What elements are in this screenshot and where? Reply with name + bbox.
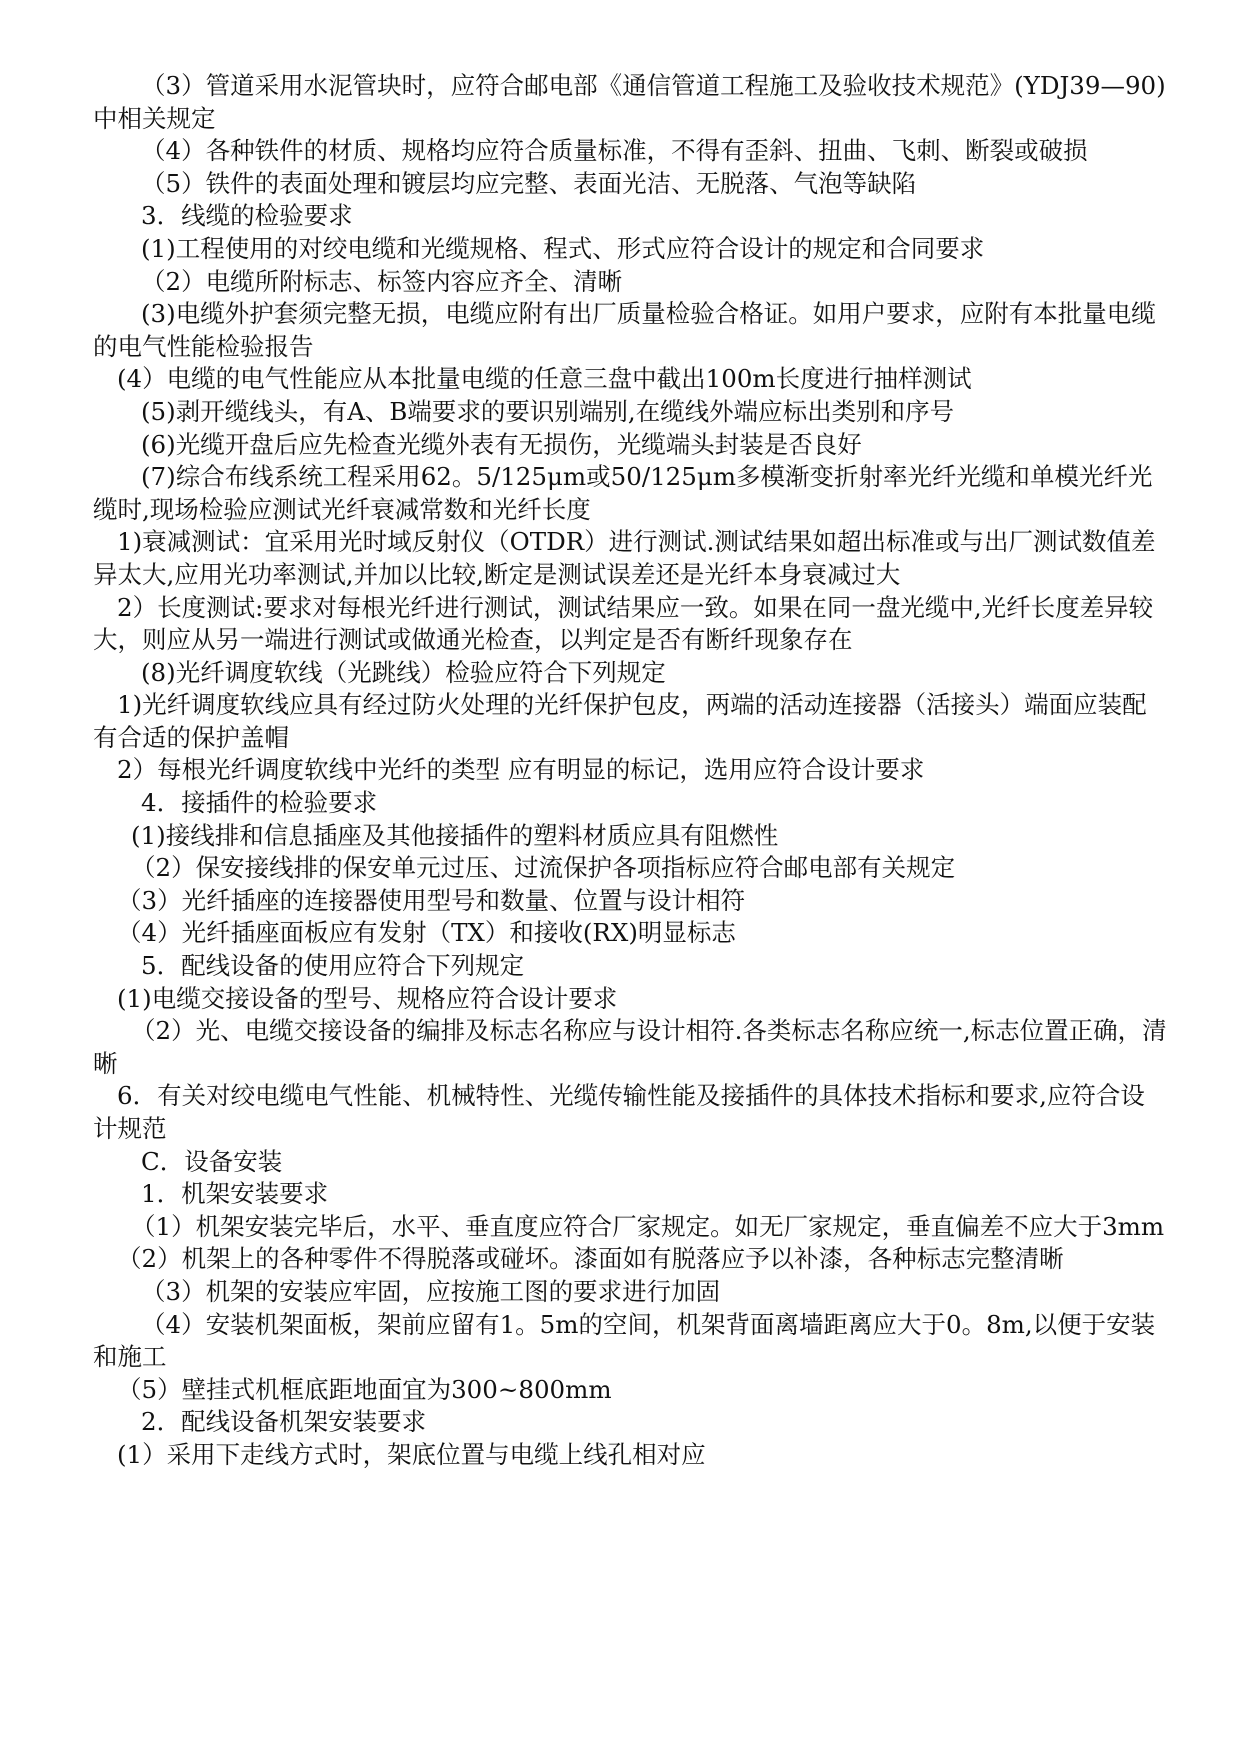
paragraph: （2）保安接线排的保安单元过压、过流保护各项指标应符合邮电部有关规定	[131, 853, 956, 883]
paragraph: （4）光纤插座面板应有发射（TX）和接收(RX)明显标志	[117, 918, 736, 948]
paragraph: (7)综合布线系统工程采用62。5/125μm或50/125μm多模渐变折射率光纤光缆和单模光纤光缆时,现场检验应测试光纤衰减常数和光纤长度	[93, 462, 1153, 524]
paragraph: （1）机架安装完毕后，水平、垂直度应符合厂家规定。如无厂家规定，垂直偏差不应大于3mm	[131, 1211, 1165, 1241]
paragraph: （4）安装机架面板，架前应留有1。5m的空间，机架背面离墙距离应大于0。8m,以便于安装和施工	[93, 1309, 1156, 1372]
paragraph: 2）长度测试:要求对每根光纤进行测试，测试结果应一致。如果在同一盘光缆中,光纤长度差异较大，则应从另一端进行测试或做通光检查，以判定是否有断纤现象存在	[93, 592, 1154, 655]
paragraph: (3)电缆外护套须完整无损，电缆应附有出厂质量检验合格证。如用户要求，应附有本批量电缆的电气性能检验报告	[93, 299, 1156, 361]
paragraph: (1)电缆交接设备的型号、规格应符合设计要求	[117, 983, 618, 1013]
paragraph: (1)工程使用的对绞电缆和光缆规格、程式、形式应符合设计的规定和合同要求	[141, 233, 985, 263]
paragraph: （2）光、电缆交接设备的编排及标志名称应与设计相符.各类标志名称应统一,标志位置正确，清晰	[93, 1016, 1167, 1078]
paragraph: （4）各种铁件的材质、规格均应符合质量标准，不得有歪斜、扭曲、飞刺、断裂或破损	[141, 136, 1088, 166]
paragraph: (4）电缆的电气性能应从本批量电缆的任意三盘中截出100m长度进行抽样测试	[117, 364, 972, 394]
section-heading: 1．机架安装要求	[141, 1179, 329, 1209]
paragraph: (5)剥开缆线头，有A、B端要求的要识别端别,在缆线外端应标出类别和序号	[141, 396, 955, 426]
section-heading: C．设备安装	[141, 1146, 283, 1176]
paragraph: (1）采用下走线方式时，架底位置与电缆上线孔相对应	[117, 1439, 706, 1469]
paragraph: (1)接线排和信息插座及其他接插件的塑料材质应具有阻燃性	[131, 820, 779, 850]
section-heading: 5．配线设备的使用应符合下列规定	[141, 951, 525, 981]
paragraph: （3）机架的安装应牢固，应按施工图的要求进行加固	[141, 1276, 721, 1306]
document-page	[93, 70, 1168, 1472]
paragraph: （2）电缆所附标志、标签内容应齐全、清晰	[141, 266, 623, 296]
paragraph: （2）机架上的各种零件不得脱落或碰坏。漆面如有脱落应予以补漆，各种标志完整清晰	[117, 1244, 1064, 1274]
section-heading: 4．接插件的检验要求	[141, 788, 378, 818]
section-heading: 2．配线设备机架安装要求	[141, 1407, 427, 1437]
paragraph: (8)光纤调度软线（光跳线）检验应符合下列规定	[141, 657, 666, 687]
paragraph: 1)光纤调度软线应具有经过防火处理的光纤保护包皮，两端的活动连接器（活接头）端面应装配有合适的保护盖帽	[93, 690, 1147, 752]
section-heading: 3．线缆的检验要求	[141, 201, 353, 231]
paragraph: （5）壁挂式机框底距地面宜为300~800mm	[117, 1374, 612, 1404]
paragraph: （3）光纤插座的连接器使用型号和数量、位置与设计相符	[117, 885, 746, 915]
paragraph: （3）管道采用水泥管块时，应符合邮电部《通信管道工程施工及验收技术规范》(YDJ39—90)中相关规定	[93, 71, 1166, 133]
paragraph: 1)衰减测试：宜采用光时域反射仪（OTDR）进行测试.测试结果如超出标准或与出厂测试数值差异太大,应用光功率测试,并加以比较,断定是测试误差还是光纤本身衰减过大	[93, 527, 1156, 589]
section-heading: 6．有关对绞电缆电气性能、机械特性、光缆传输性能及接插件的具体技术指标和要求,应符合设计规范	[93, 1081, 1145, 1143]
paragraph: 2）每根光纤调度软线中光纤的类型 应有明显的标记，选用应符合设计要求	[117, 755, 925, 785]
paragraph: (6)光缆开盘后应先检查光缆外表有无损伤，光缆端头封装是否良好	[141, 429, 862, 459]
paragraph: （5）铁件的表面处理和镀层均应完整、表面光洁、无脱落、气泡等缺陷	[141, 168, 917, 198]
